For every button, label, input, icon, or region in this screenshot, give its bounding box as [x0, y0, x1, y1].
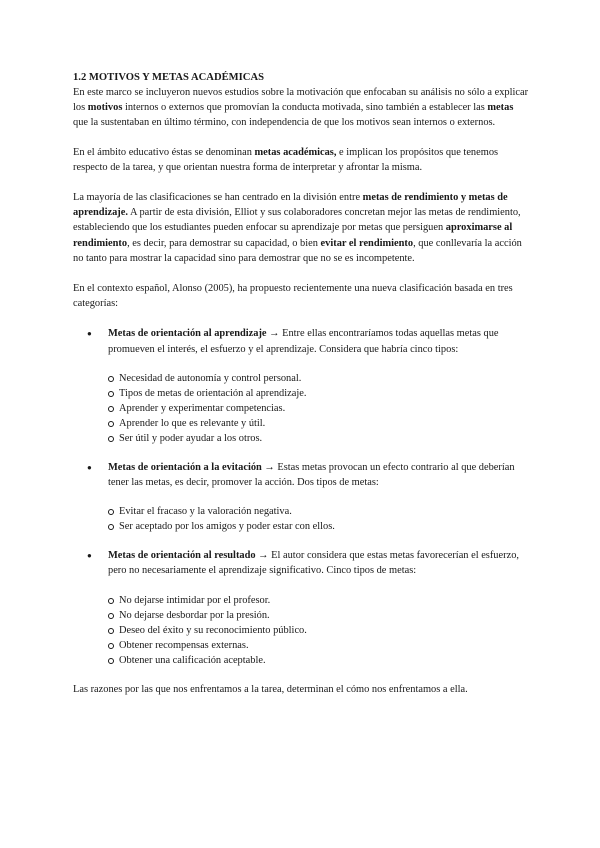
paragraph-clasificaciones: [73, 190, 529, 266]
list-item: Obtener recompensas externas.: [108, 638, 529, 653]
text: En este marco se incluyeron nuevos estudios sobre la motivación que enfocaban su análisis no sólo a explicar los: [73, 87, 529, 114]
paragraph-motivos: [73, 85, 529, 131]
category-description: El autor considera que estas metas favorecerían el esfuerzo, pero no necesariamente el aprendizaje significativo. Cinco tipos de metas:: [108, 550, 519, 577]
list-item: Deseo del éxito y su reconocimiento público.: [108, 623, 529, 638]
list-item: No dejarse desbordar por la presión.: [108, 608, 529, 623]
arrow-icon: →: [255, 550, 272, 562]
bold-text: metas: [487, 102, 514, 114]
text: internos o externos que promovían la conducta motivada, sino también a establecer las: [122, 102, 488, 114]
sub-list: [108, 504, 529, 534]
bold-text: motivos: [87, 102, 123, 114]
category-description: Estas metas provocan un efecto contrario al que deberían tener las metas, es decir, promover la acción. Dos tipos de metas:: [108, 461, 515, 489]
paragraph-contexto-espanol: En el contexto español, Alonso (2005), ha propuesto recientemente una nueva clasificación basada en tres categorías:: [73, 283, 513, 310]
sub-list: [108, 371, 529, 446]
list-item: Ser aceptado por los amigos y poder estar con ellos.: [108, 519, 529, 534]
list-item: Necesidad de autonomía y control personal.: [108, 371, 529, 386]
list-item: Tipos de metas de orientación al aprendizaje.: [108, 386, 529, 401]
text: La mayoría de las clasificaciones se han centrado en la división entre: [73, 192, 363, 204]
arrow-icon: →: [261, 461, 278, 473]
text: , es decir, para demostrar su capacidad, o bien: [127, 237, 321, 249]
bold-text: metas de rendimiento y metas de aprendizaje.: [73, 192, 508, 219]
bold-text: aproximarse al rendimiento: [73, 222, 513, 249]
list-item: Evitar el fracaso y la valoración negativa.: [108, 504, 529, 519]
category-title: Metas de orientación al resultado: [108, 550, 256, 562]
arrow-icon: →: [266, 328, 283, 340]
category-aprendizaje: [73, 326, 529, 445]
text: que la sustentaban en último término, con independencia de que los motivos sean internos o externos.: [73, 117, 496, 129]
text: , que conllevaría la acción no tanto para mostrar la capacidad sino para demostrar que no se es incompetente.: [73, 237, 522, 264]
list-item: No dejarse intimidar por el profesor.: [108, 593, 529, 608]
bold-text: metas académicas,: [254, 146, 337, 158]
closing-paragraph: Las razones por las que nos enfrentamos a la tarea, determinan el cómo nos enfrentamos a ella.: [73, 683, 468, 695]
document-body: [73, 70, 529, 712]
section-heading: 1.2 MOTIVOS Y METAS ACADÉMICAS: [73, 72, 264, 83]
list-item: Aprender lo que es relevante y útil.: [108, 416, 529, 431]
list-item: Obtener una calificación aceptable.: [108, 653, 529, 668]
category-title: Metas de orientación al aprendizaje: [108, 328, 267, 340]
paragraph-metas-academicas: [73, 145, 529, 175]
text: En el ámbito educativo éstas se denominan: [73, 146, 255, 158]
list-item: Aprender y experimentar competencias.: [108, 401, 529, 416]
category-evitacion: [73, 460, 529, 534]
category-title: Metas de orientación a la evitación: [108, 461, 262, 473]
sub-list: [108, 593, 529, 668]
category-resultado: [73, 548, 529, 667]
text: e implican los propósitos que tenemos respecto de la tarea, y que orientan nuestra forma de interpretar y afrontar la misma.: [73, 146, 499, 173]
text: A partir de esta división, Elliot y sus colaboradores concretan mejor las metas de rendimiento, estableciendo que los estudiantes pueden enfocar su aprendizaje por metas que persiguen: [73, 207, 521, 234]
category-description: Entre ellas encontraríamos todas aquellas metas que promueven el interés, el esfuerzo y el aprendizaje. Considera que habría cinco tipos:: [108, 328, 499, 355]
category-list: [73, 326, 529, 667]
bold-text: evitar el rendimiento: [320, 237, 414, 249]
list-item: Ser útil y poder ayudar a los otros.: [108, 431, 529, 446]
